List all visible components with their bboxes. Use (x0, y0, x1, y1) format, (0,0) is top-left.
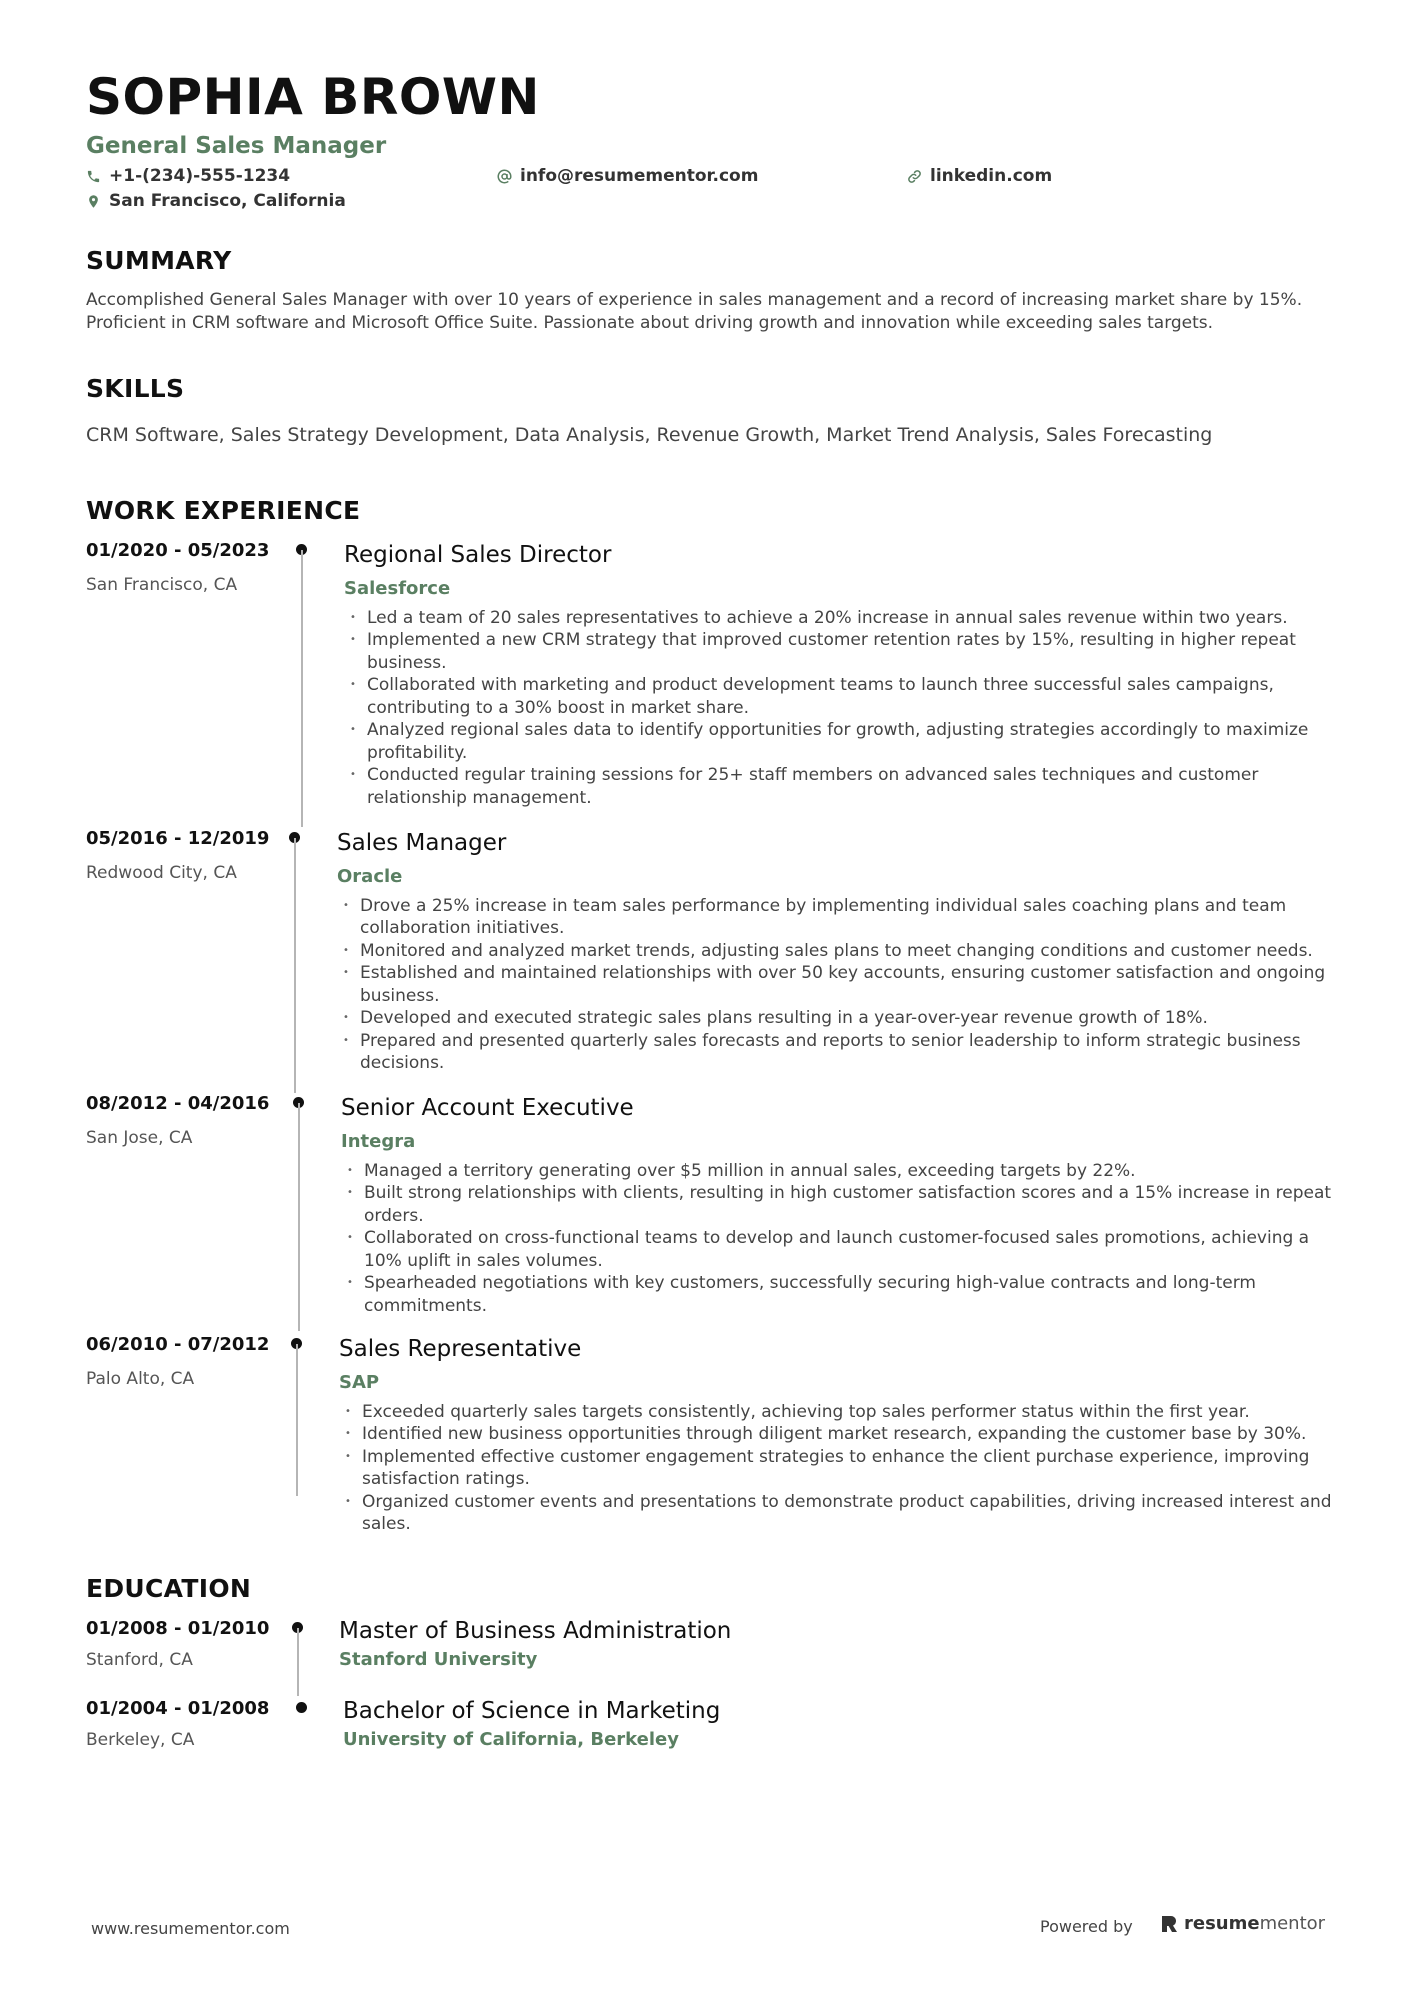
bullet-item: • Spearheaded negotiations with key customers, successfully securing high-value contracts and long-term commitments. (341, 1272, 1341, 1317)
bullet-item: • Organized customer events and presentations to demonstrate product capabilities, driving increased interest and sales. (339, 1491, 1339, 1536)
timeline-line (296, 1344, 298, 1496)
bullet-item: • Analyzed regional sales data to identify opportunities for growth, adjusting strategies accordingly to maximize profitability. (344, 719, 1344, 764)
work-company: Oracle (337, 865, 403, 887)
bullet-item: • Collaborated with marketing and product development teams to launch three successful sales campaigns, contributing to a 30% boost in market share. (344, 674, 1344, 719)
bullet-item: • Built strong relationships with clients, resulting in high customer satisfaction scores and a 15% increase in repeat orders. (341, 1182, 1341, 1227)
bullet-item: • Implemented a new CRM strategy that improved customer retention rates by 15%, resulting in higher repeat business. (344, 629, 1344, 674)
location-text: San Francisco, California (109, 191, 346, 211)
resumementor-logo-icon (1160, 1914, 1178, 1934)
work-role: Regional Sales Director (344, 542, 612, 568)
skills-heading: SKILLS (86, 374, 185, 403)
work-location: Palo Alto, CA (86, 1369, 195, 1389)
contact-email[interactable] (497, 166, 758, 186)
link-icon (907, 169, 922, 184)
work-experience-heading: WORK EXPERIENCE (86, 496, 361, 525)
phone-icon (86, 169, 101, 184)
bullet-item: • Identified new business opportunities through diligent market research, expanding the customer base by 30%. (339, 1423, 1339, 1446)
candidate-name: SOPHIA BROWN (86, 68, 540, 126)
education-details (339, 1618, 1339, 1670)
education-degree: Bachelor of Science in Marketing (343, 1698, 721, 1724)
work-bullets (339, 1401, 1339, 1536)
map-pin-icon (86, 194, 101, 209)
bullet-item: • Managed a territory generating over $5 million in annual sales, exceeding targets by 22%. (341, 1160, 1341, 1183)
contact-linkedin[interactable] (907, 166, 1052, 186)
timeline-line (294, 838, 296, 1093)
timeline-line (301, 550, 303, 827)
work-location: Redwood City, CA (86, 863, 237, 883)
contact-location (86, 191, 346, 211)
bullet-item: • Led a team of 20 sales representatives to achieve a 20% increase in annual sales revenue within two years. (344, 607, 1344, 630)
education-location: Berkeley, CA (86, 1730, 195, 1750)
bullet-item: • Developed and executed strategic sales plans resulting in a year-over-year revenue growth of 18%. (337, 1007, 1337, 1030)
linkedin-text: linkedin.com (930, 166, 1053, 186)
work-details (337, 830, 1337, 1075)
education-location: Stanford, CA (86, 1650, 193, 1670)
at-sign-icon (497, 169, 512, 184)
education-dates: 01/2004 - 01/2008 (86, 1698, 270, 1719)
contact-phone (86, 166, 290, 186)
bullet-item: • Implemented effective customer engagement strategies to enhance the client purchase experience, improving satisfaction ratings. (339, 1446, 1339, 1491)
work-details (344, 542, 1344, 809)
work-dates: 01/2020 - 05/2023 (86, 540, 270, 561)
bullet-item: • Established and maintained relationships with over 50 key accounts, ensuring customer satisfaction and ongoing business. (337, 962, 1337, 1007)
work-details (341, 1095, 1341, 1317)
work-dates: 06/2010 - 07/2012 (86, 1334, 270, 1355)
footer-url[interactable]: www.resumementor.com (91, 1919, 290, 1938)
timeline-line (297, 1628, 299, 1696)
email-text: info@resumementor.com (520, 166, 759, 186)
work-role: Sales Representative (339, 1336, 582, 1362)
work-company: SAP (339, 1371, 380, 1393)
bullet-item: • Monitored and analyzed market trends, adjusting sales plans to meet changing conditions and customer needs. (337, 940, 1337, 963)
timeline-line (298, 1103, 300, 1331)
work-location: San Francisco, CA (86, 575, 238, 595)
work-role: Senior Account Executive (341, 1095, 634, 1121)
candidate-title: General Sales Manager (86, 133, 387, 159)
summary-text: Accomplished General Sales Manager with over 10 years of experience in sales management and a record of increasing market share by 15%. Proficient in CRM software and Microsoft Office Suite. Passionate about driving growth and innovation while exceeding sales targets. (86, 290, 1303, 333)
education-details (343, 1698, 1343, 1750)
work-bullets (341, 1160, 1341, 1318)
phone-text: +1-(234)-555-1234 (109, 166, 291, 186)
work-details (339, 1336, 1339, 1536)
bullet-item: • Drove a 25% increase in team sales performance by implementing individual sales coaching plans and team collaboration initiatives. (337, 895, 1337, 940)
work-bullets (344, 607, 1344, 810)
summary-heading: SUMMARY (86, 246, 232, 275)
education-degree: Master of Business Administration (339, 1618, 732, 1644)
work-company: Integra (341, 1130, 416, 1152)
education-dates: 01/2008 - 01/2010 (86, 1618, 270, 1639)
work-dates: 05/2016 - 12/2019 (86, 828, 270, 849)
timeline-dot (296, 1702, 307, 1713)
education-school: University of California, Berkeley (343, 1728, 679, 1750)
bullet-item: • Prepared and presented quarterly sales forecasts and reports to senior leadership to inform strategic business decisions. (337, 1030, 1337, 1075)
work-location: San Jose, CA (86, 1128, 193, 1148)
education-school: Stanford University (339, 1648, 538, 1670)
footer-brand-logo[interactable] (1160, 1913, 1325, 1934)
bullet-item: • Conducted regular training sessions for 25+ staff members on advanced sales techniques and customer relationship management. (344, 764, 1344, 809)
work-dates: 08/2012 - 04/2016 (86, 1093, 270, 1114)
brand-light-text: mentor (1259, 1913, 1326, 1934)
bullet-item: • Exceeded quarterly sales targets consistently, achieving top sales performer status within the first year. (339, 1401, 1339, 1424)
work-bullets (337, 895, 1337, 1075)
skills-text: CRM Software, Sales Strategy Development, Data Analysis, Revenue Growth, Market Trend Analysis, Sales Forecasting (86, 424, 1213, 446)
bullet-item: • Collaborated on cross-functional teams to develop and launch customer-focused sales promotions, achieving a 10% uplift in sales volumes. (341, 1227, 1341, 1272)
brand-bold-text: resume (1184, 1913, 1260, 1934)
work-company: Salesforce (344, 577, 451, 599)
work-role: Sales Manager (337, 830, 507, 856)
education-heading: EDUCATION (86, 1574, 252, 1603)
powered-by-label: Powered by (1040, 1917, 1133, 1936)
